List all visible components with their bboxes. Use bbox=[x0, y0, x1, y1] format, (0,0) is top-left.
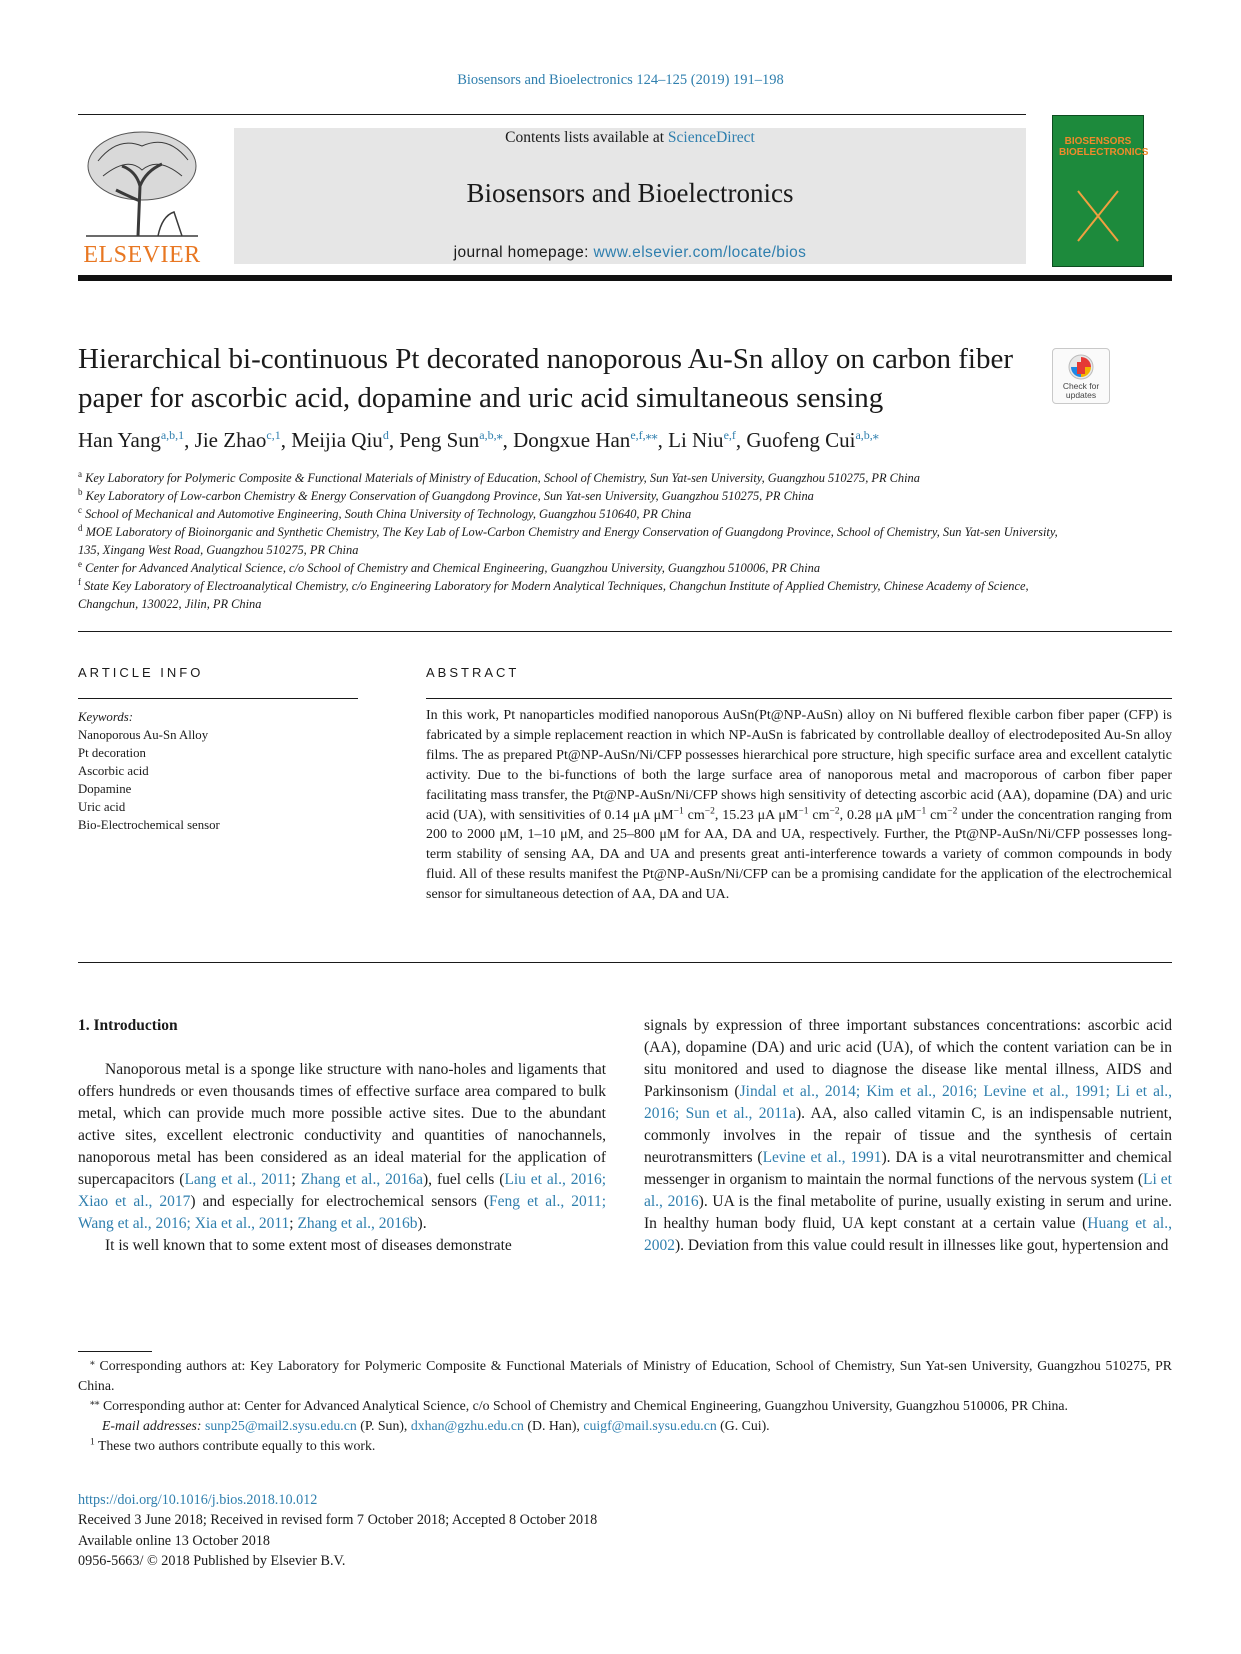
citation-link[interactable]: Levine et al., 1991 bbox=[762, 1149, 882, 1166]
footnotes bbox=[78, 1356, 1172, 1456]
exponent: −2 bbox=[947, 805, 958, 816]
footnote-equal-contribution bbox=[78, 1436, 1172, 1456]
affil-text: MOE Laboratory of Bioinorganic and Synthetic Chemistry, The Key Lab of Low-Carbon Chemistry and Energy Conservation of Guangdong Province, School of Chemistry, Sun Yat-sen University, 135, Xingang West Road, Guangzhou 510275, PR China bbox=[78, 525, 1058, 557]
footnote-mark: ⁎ bbox=[90, 1357, 95, 1368]
keyword[interactable]: Bio-Electrochemical sensor bbox=[78, 818, 220, 832]
doi-link[interactable]: https://doi.org/10.1016/j.bios.2018.10.012 bbox=[78, 1492, 318, 1508]
author[interactable]: Dongxue Han bbox=[513, 428, 631, 452]
author[interactable]: Li Niu bbox=[668, 428, 724, 452]
abstract-segment: , 15.23 μA μM bbox=[714, 807, 799, 823]
author-affil-marker[interactable]: d bbox=[382, 428, 389, 442]
contents-prefix: Contents lists available at bbox=[505, 129, 668, 146]
abstract-text bbox=[426, 706, 1172, 905]
text-segment: ). AA, also called vitamin C, is an indispensable nutrient, commonly involves in the repair of tissue and the synthesis of certain neurotransmitters ( bbox=[644, 1105, 1172, 1166]
keyword[interactable]: Nanoporous Au-Sn Alloy bbox=[78, 728, 209, 742]
article-info-heading: ARTICLE INFO bbox=[78, 665, 204, 680]
cover-title: BIOSENSORS BIOELECTRONICS bbox=[1059, 136, 1149, 158]
affil-text: Center for Advanced Analytical Science, c/o School of Chemistry and Chemical Engineering, Guangzhou University, Guangzhou 510006, PR China bbox=[85, 561, 821, 575]
body-column-left bbox=[78, 1015, 606, 1257]
email-owner: (D. Han), bbox=[523, 1418, 584, 1433]
affiliation bbox=[78, 577, 1078, 613]
contents-line bbox=[234, 129, 1026, 147]
exponent: −1 bbox=[916, 805, 927, 816]
text-segment: signals by expression of three important substances concentrations: ascorbic acid (AA), dopamine (DA) and uric acid (UA), of which the content variation can be in situ monitored and used to diagnose the disease like mental illness, AIDS and Parkinsonism ( bbox=[644, 1017, 1172, 1100]
keyword[interactable]: Dopamine bbox=[78, 782, 132, 796]
affil-text: Key Laboratory of Low-carbon Chemistry & Energy Conservation of Guangdong Province, Sun Yat-sen University, Guangzhou 510275, PR China bbox=[85, 489, 814, 503]
article-info-rule bbox=[78, 698, 358, 699]
author[interactable]: Han Yang bbox=[78, 428, 161, 452]
footnote-corresponding-1 bbox=[78, 1356, 1172, 1396]
footnote-text: These two authors contribute equally to this work. bbox=[94, 1438, 376, 1453]
abstract-segment: , 0.28 μA μM bbox=[839, 807, 917, 823]
text-segment: ; bbox=[291, 1171, 301, 1188]
email-owner: (G. Cui). bbox=[716, 1418, 770, 1433]
email-owner: (P. Sun), bbox=[356, 1418, 411, 1433]
homepage-prefix: journal homepage: bbox=[453, 244, 594, 261]
email-link[interactable]: sunp25@mail2.sysu.edu.cn bbox=[204, 1418, 357, 1433]
author-affil-marker[interactable]: c,1 bbox=[266, 428, 281, 442]
affiliation bbox=[78, 487, 1078, 505]
abstract-rule bbox=[426, 698, 1172, 699]
citation-link[interactable]: Zhang et al., 2016a bbox=[300, 1171, 424, 1188]
citation-link[interactable]: Jindal et al., 2014; Kim et al., 2016; Levine et al., 1991; Li et al., 2016; Sun et al., 2011a bbox=[644, 1083, 1173, 1122]
journal-title: Biosensors and Bioelectronics bbox=[466, 178, 794, 208]
journal-cover-image[interactable] bbox=[1052, 115, 1149, 267]
abstract-segment: under the concentration ranging from 200 to 2000 μM, 1–10 μM, and 25–800 μM for AA, DA and UA, respectively. Further, the Pt@NP-AuSn/Ni/CFP possesses long-term stability of sensing AA, DA and UA and presents great anti-interference towards a variety of common compounds in body fluid. All of these results manifest the Pt@NP-AuSn/Ni/CFP can be a promising candidate for the application of the electrochemical sensor for simultaneous detection of AA, DA and UA. bbox=[426, 807, 1172, 903]
abstract-heading: ABSTRACT bbox=[426, 665, 520, 680]
footnote-text: Corresponding authors at: Key Laboratory for Polymeric Composite & Functional Materials of Ministry of Education, School of Chemistry, Sun Yat-sen University, Guangzhou 510275, PR China. bbox=[78, 1358, 1172, 1393]
abstract-segment: In this work, Pt nanoparticles modified nanoporous AuSn(Pt@NP-AuSn) alloy on Ni buffered flexible carbon fiber paper (CFP) is fabricated by a simple replacement reaction in which NP-AuSn is fabricated by controllable dealloy of electrodeposited Au-Sn alloy films. The as prepared Pt@NP-AuSn/Ni/CFP possesses hierarchical pore structure, high specific surface area and excellent catalytic activity. Due to the bi-functions of both the large surface area of nanoporous metal and macroporous of carbon fiber paper facilitating mass transfer, the Pt@NP-AuSn/Ni/CFP shows high sensitivity of detecting ascorbic acid (AA), dopamine (DA) and uric acid (UA), with sensitivities of 0.14 μA μM bbox=[426, 708, 1172, 823]
affil-text: School of Mechanical and Automotive Engineering, South China University of Technology, Guangzhou 510640, PR China bbox=[85, 507, 692, 521]
citation-link[interactable]: Huang et al., 2002 bbox=[644, 1215, 1172, 1254]
author[interactable]: Guofeng Cui bbox=[746, 428, 856, 452]
section-heading-introduction: 1. Introduction bbox=[78, 1017, 178, 1034]
keyword[interactable]: Pt decoration bbox=[78, 746, 146, 760]
affiliation bbox=[78, 523, 1078, 559]
affil-text: State Key Laboratory of Electroanalytical Chemistry, c/o Engineering Laboratory for Modern Analytical Techniques, Changchun Institute of Applied Chemistry, Chinese Academy of Science, Changchun, 130022, Jilin, PR China bbox=[78, 579, 1029, 611]
author[interactable]: Meijia Qiu bbox=[291, 428, 383, 452]
author-affil-marker[interactable]: e,f bbox=[723, 428, 736, 442]
affiliation bbox=[78, 505, 1078, 523]
sciencedirect-link[interactable]: ScienceDirect bbox=[667, 129, 755, 146]
citation-link[interactable]: Liu et al., 2016; Xiao et al., 2017 bbox=[78, 1171, 607, 1210]
footnote-mark: 1 bbox=[90, 1437, 95, 1448]
paragraph bbox=[644, 1015, 1172, 1257]
affil-mark: d bbox=[78, 522, 83, 533]
keyword[interactable]: Ascorbic acid bbox=[78, 764, 149, 778]
body-column-right bbox=[644, 1015, 1172, 1257]
keyword[interactable]: Uric acid bbox=[78, 800, 126, 814]
text-segment: ) and especially for electrochemical sensors ( bbox=[190, 1193, 490, 1210]
author-affil-marker[interactable]: a,b,⁎ bbox=[855, 428, 879, 442]
exponent: −1 bbox=[673, 805, 684, 816]
header-thick-rule bbox=[78, 275, 1172, 281]
paragraph: It is well known that to some extent most of diseases demonstrate bbox=[105, 1237, 512, 1254]
publication-info bbox=[78, 1490, 978, 1571]
citation-link[interactable]: Zhang et al., 2016b bbox=[297, 1215, 418, 1232]
author[interactable]: Jie Zhao bbox=[194, 428, 267, 452]
text-segment: ). DA is a vital neurotransmitter and chemical messenger in organism to maintain the normal functions of the nervous system ( bbox=[644, 1149, 1173, 1188]
email-link[interactable]: dxhan@gzhu.edu.cn bbox=[410, 1418, 524, 1433]
affil-text: Key Laboratory for Polymeric Composite & Functional Materials of Ministry of Education, School of Chemistry, Sun Yat-sen University, Guangzhou 510275, PR China bbox=[85, 471, 920, 485]
abstract-segment: cm bbox=[683, 807, 705, 823]
homepage-link[interactable]: www.elsevier.com/locate/bios bbox=[593, 244, 807, 261]
abstract-segment: cm bbox=[808, 807, 830, 823]
footnote-rule bbox=[78, 1351, 152, 1352]
text-segment: Nanoporous metal is a sponge like structure with nano-holes and ligaments that offers hundreds or even thousands times of effective surface area compared to bulk metal, which can provide much more possible active sites. Due to the abundant active sites, excellent electronic conductivity and quantities of nanochannels, nanoporous metal has been considered as an ideal material for the application of supercapacitors ( bbox=[78, 1061, 606, 1188]
author-affil-marker[interactable]: a,b,1 bbox=[160, 428, 185, 442]
header-rule bbox=[78, 114, 1026, 115]
affil-mark: c bbox=[78, 504, 82, 515]
email-addresses bbox=[78, 1416, 1172, 1436]
available-online: Available online 13 October 2018 bbox=[78, 1532, 271, 1549]
exponent: −2 bbox=[829, 805, 840, 816]
affil-mark: e bbox=[78, 558, 82, 569]
text-segment: ). UA is the final metabolite of purine, usually existing in serum and urine. In healthy human body fluid, UA kept constant at a certain value ( bbox=[644, 1193, 1173, 1232]
affil-mark: a bbox=[78, 468, 82, 479]
exponent: −1 bbox=[798, 805, 809, 816]
received-dates: Received 3 June 2018; Received in revised form 7 October 2018; Accepted 8 October 2018 bbox=[78, 1512, 598, 1529]
cover-graphic bbox=[1073, 186, 1123, 246]
paragraph bbox=[78, 1059, 606, 1235]
author-affil-marker[interactable]: a,b,⁎ bbox=[479, 428, 503, 442]
email-link[interactable]: cuigf@mail.sysu.edu.cn bbox=[583, 1418, 717, 1433]
text-segment: ). bbox=[417, 1215, 427, 1232]
affil-mark: f bbox=[78, 576, 81, 587]
citation-link[interactable]: Feng et al., 2011; Wang et al., 2016; Xia et al., 2011 bbox=[78, 1193, 606, 1232]
article-title: Hierarchical bi-continuous Pt decorated nanoporous Au-Sn alloy on carbon fiber paper for ascorbic acid, dopamine and uric acid simultaneous sensing bbox=[78, 343, 1013, 414]
journal-reference[interactable]: Biosensors and Bioelectronics 124–125 (2019) 191–198 bbox=[457, 72, 784, 88]
footnote-text: Corresponding author at: Center for Advanced Analytical Science, c/o School of Chemistry and Chemical Engineering, Guangzhou University, Guangzhou 510006, PR China. bbox=[99, 1398, 1069, 1413]
keywords-label: Keywords: bbox=[78, 710, 133, 724]
text-segment: ), fuel cells ( bbox=[423, 1171, 505, 1188]
text-segment: ). Deviation from this value could result in illnesses like gout, hypertension and bbox=[675, 1237, 1169, 1254]
footnote-mark: ⁎⁎ bbox=[90, 1397, 100, 1408]
author[interactable]: Peng Sun bbox=[399, 428, 480, 452]
crossmark-icon bbox=[1068, 354, 1094, 380]
affiliations bbox=[78, 469, 1078, 613]
email-label: E-mail addresses: bbox=[102, 1418, 205, 1433]
section-rule bbox=[78, 631, 1172, 632]
citation-link[interactable]: Lang et al., 2011 bbox=[184, 1171, 292, 1188]
abstract-segment: cm bbox=[926, 807, 948, 823]
citation-link[interactable]: Li et al., 2016 bbox=[644, 1171, 1172, 1210]
crossmark-label: Check for updates bbox=[1062, 381, 1100, 400]
elsevier-wordmark: ELSEVIER bbox=[83, 242, 201, 268]
check-for-updates-badge[interactable] bbox=[1052, 348, 1110, 404]
exponent: −2 bbox=[704, 805, 715, 816]
affil-mark: b bbox=[78, 486, 83, 497]
text-segment: ; bbox=[289, 1215, 298, 1232]
keywords-block bbox=[78, 708, 378, 834]
author-list: Han Yang$^{a,b,1}$, Jie Zhao$^{c,1}$, Meijia Qiu$^d$, Peng Sun$^{a,b,⁎}$, Dongxue Han$^{e,f,⁎⁎}$, Li Niu$^{e,f}$, Guofeng Cui$^{a,b,⁎}$ bbox=[78, 428, 879, 452]
affiliation bbox=[78, 559, 1078, 577]
footnote-corresponding-2 bbox=[78, 1396, 1172, 1416]
homepage-line bbox=[234, 244, 1026, 262]
affiliation bbox=[78, 469, 1078, 487]
author-affil-marker[interactable]: e,f,⁎⁎ bbox=[630, 428, 658, 442]
abstract-bottom-rule bbox=[78, 962, 1172, 963]
copyright: 0956-5663/ © 2018 Published by Elsevier B.V. bbox=[78, 1552, 346, 1569]
